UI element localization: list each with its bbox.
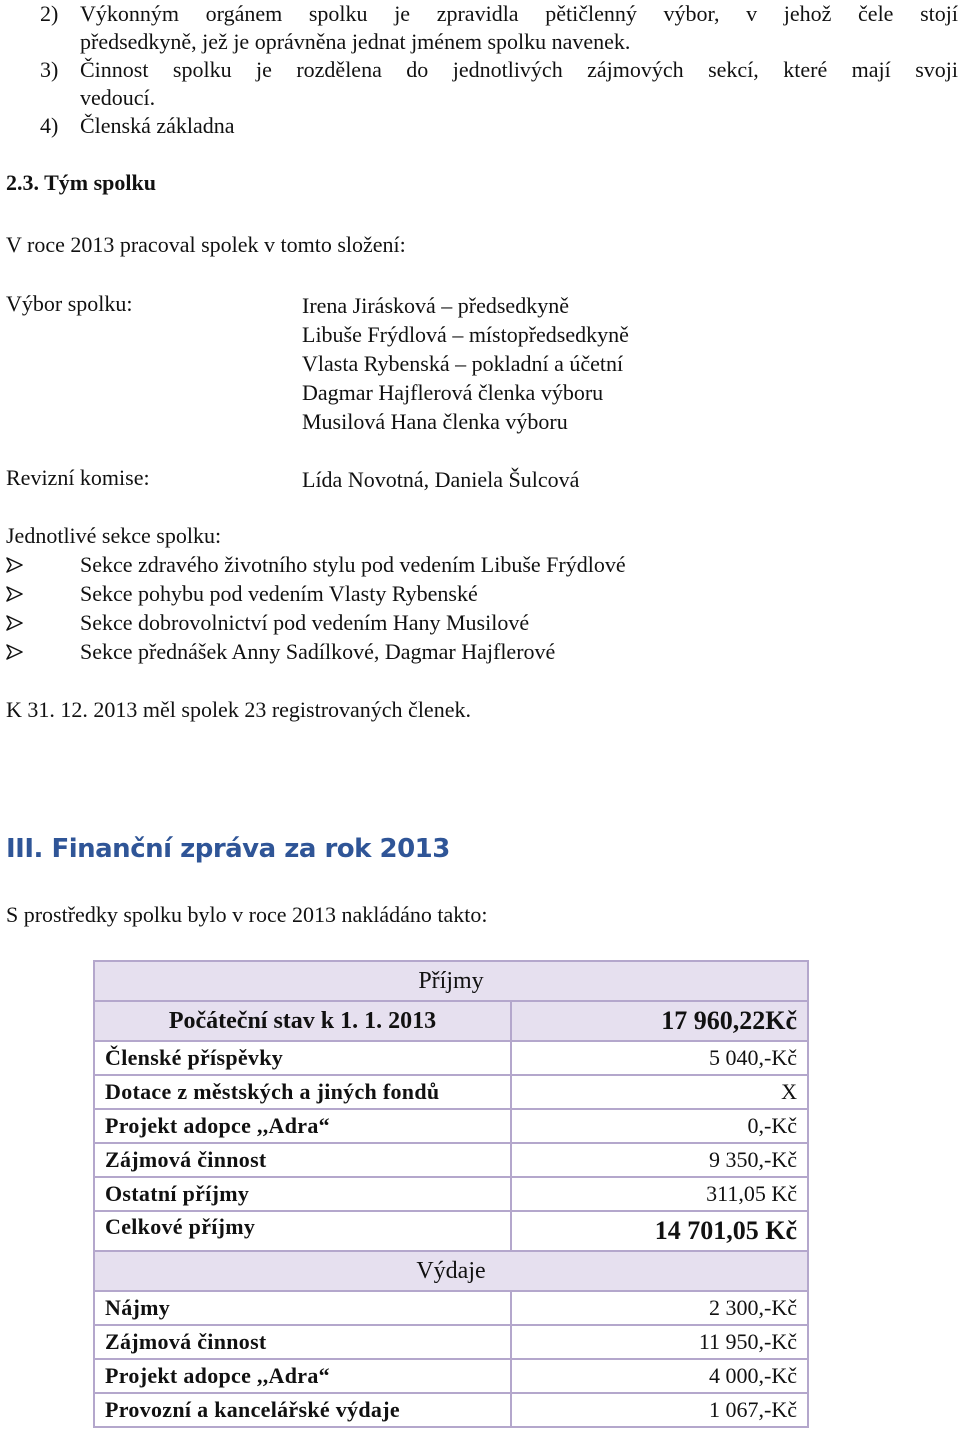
table-row [94,1211,808,1251]
arrow-bullet-icon [6,556,24,574]
table-cell-label: Nájmy [94,1291,511,1325]
list-marker: 4) [40,113,59,138]
audit-members: Lída Novotná, Daniela Šulcová [302,467,580,492]
table-cell-value: 1 067,-Kč [511,1393,808,1427]
list-marker: 2) [40,1,59,26]
team-intro: V roce 2013 pracoval spolek v tomto složení: [6,232,406,257]
list-item-text: Členská základna [80,113,235,138]
list-item-text: Činnost spolku je rozdělena do jednotlivých zájmových sekcí, které mají svoji [80,57,958,82]
list-item-text: vedoucí. [80,85,156,110]
expense-header: Výdaje [94,1251,808,1291]
board-label: Výbor spolku: [6,291,133,316]
section-item: Sekce zdravého životního stylu pod vedením Libuše Frýdlové [80,552,626,577]
table-cell-label: Členské příspěvky [94,1041,511,1075]
board-member: Musilová Hana členka výboru [302,409,568,434]
income-total-label: Celkové příjmy [94,1211,511,1251]
initial-balance-value: 17 960,22Kč [511,1001,808,1041]
table-row [94,1177,808,1211]
arrow-bullet-icon [6,614,24,632]
section-item: Sekce přednášek Anny Sadílkové, Dagmar Hajflerové [80,639,556,664]
table-cell-label: Projekt adopce ,,Adra“ [94,1359,511,1393]
table-row [94,1143,808,1177]
audit-label: Revizní komise: [6,465,150,490]
table-cell-label: Zájmová činnost [94,1325,511,1359]
table-cell-label: Provozní a kancelářské výdaje [94,1393,511,1427]
list-marker: 3) [40,57,59,82]
board-member: Irena Jirásková – předsedkyně [302,293,569,318]
table-cell-label: Zájmová činnost [94,1143,511,1177]
finance-intro: S prostředky spolku bylo v roce 2013 nakládáno takto: [6,902,488,927]
table-row [94,1075,808,1109]
table-row [94,1041,808,1075]
income-header: Příjmy [94,961,808,1001]
members-note: K 31. 12. 2013 měl spolek 23 registrovaných členek. [6,697,471,722]
finance-table [93,960,809,1428]
table-row [94,1393,808,1427]
table-cell-value: 9 350,-Kč [511,1143,808,1177]
section-item: Sekce dobrovolnictví pod vedením Hany Musilové [80,610,530,635]
board-member: Libuše Frýdlová – místopředsedkyně [302,322,629,347]
table-cell-label: Dotace z městských a jiných fondů [94,1075,511,1109]
table-cell-value: 311,05 Kč [511,1177,808,1211]
list-item-text: předsedkyně, jež je oprávněna jednat jménem spolku navenek. [80,29,631,54]
table-cell-value: 5 040,-Kč [511,1041,808,1075]
income-total-value: 14 701,05 Kč [511,1211,808,1251]
table-cell-label: Ostatní příjmy [94,1177,511,1211]
board-member: Vlasta Rybenská – pokladní a účetní [302,351,624,376]
table-row [94,1001,808,1041]
table-cell-value: 4 000,-Kč [511,1359,808,1393]
table-row [94,1359,808,1393]
sections-intro: Jednotlivé sekce spolku: [6,523,222,548]
table-row [94,1251,808,1291]
table-row [94,1291,808,1325]
arrow-bullet-icon [6,643,24,661]
table-cell-value: X [511,1075,808,1109]
section-title: III. Finanční zpráva za rok 2013 [6,834,450,864]
table-cell-value: 0,-Kč [511,1109,808,1143]
section-item: Sekce pohybu pod vedením Vlasty Rybenské [80,581,478,606]
table-cell-value: 11 950,-Kč [511,1325,808,1359]
table-row [94,961,808,1001]
initial-balance-label: Počáteční stav k 1. 1. 2013 [94,1001,511,1041]
table-cell-label: Projekt adopce ,,Adra“ [94,1109,511,1143]
arrow-bullet-icon [6,585,24,603]
board-member: Dagmar Hajflerová členka výboru [302,380,604,405]
section-heading: 2.3. Tým spolku [6,170,156,195]
list-item-text: Výkonným orgánem spolku je zpravidla pětičlenný výbor, v jehož čele stojí [80,1,958,26]
table-row [94,1109,808,1143]
table-cell-value: 2 300,-Kč [511,1291,808,1325]
table-row [94,1325,808,1359]
